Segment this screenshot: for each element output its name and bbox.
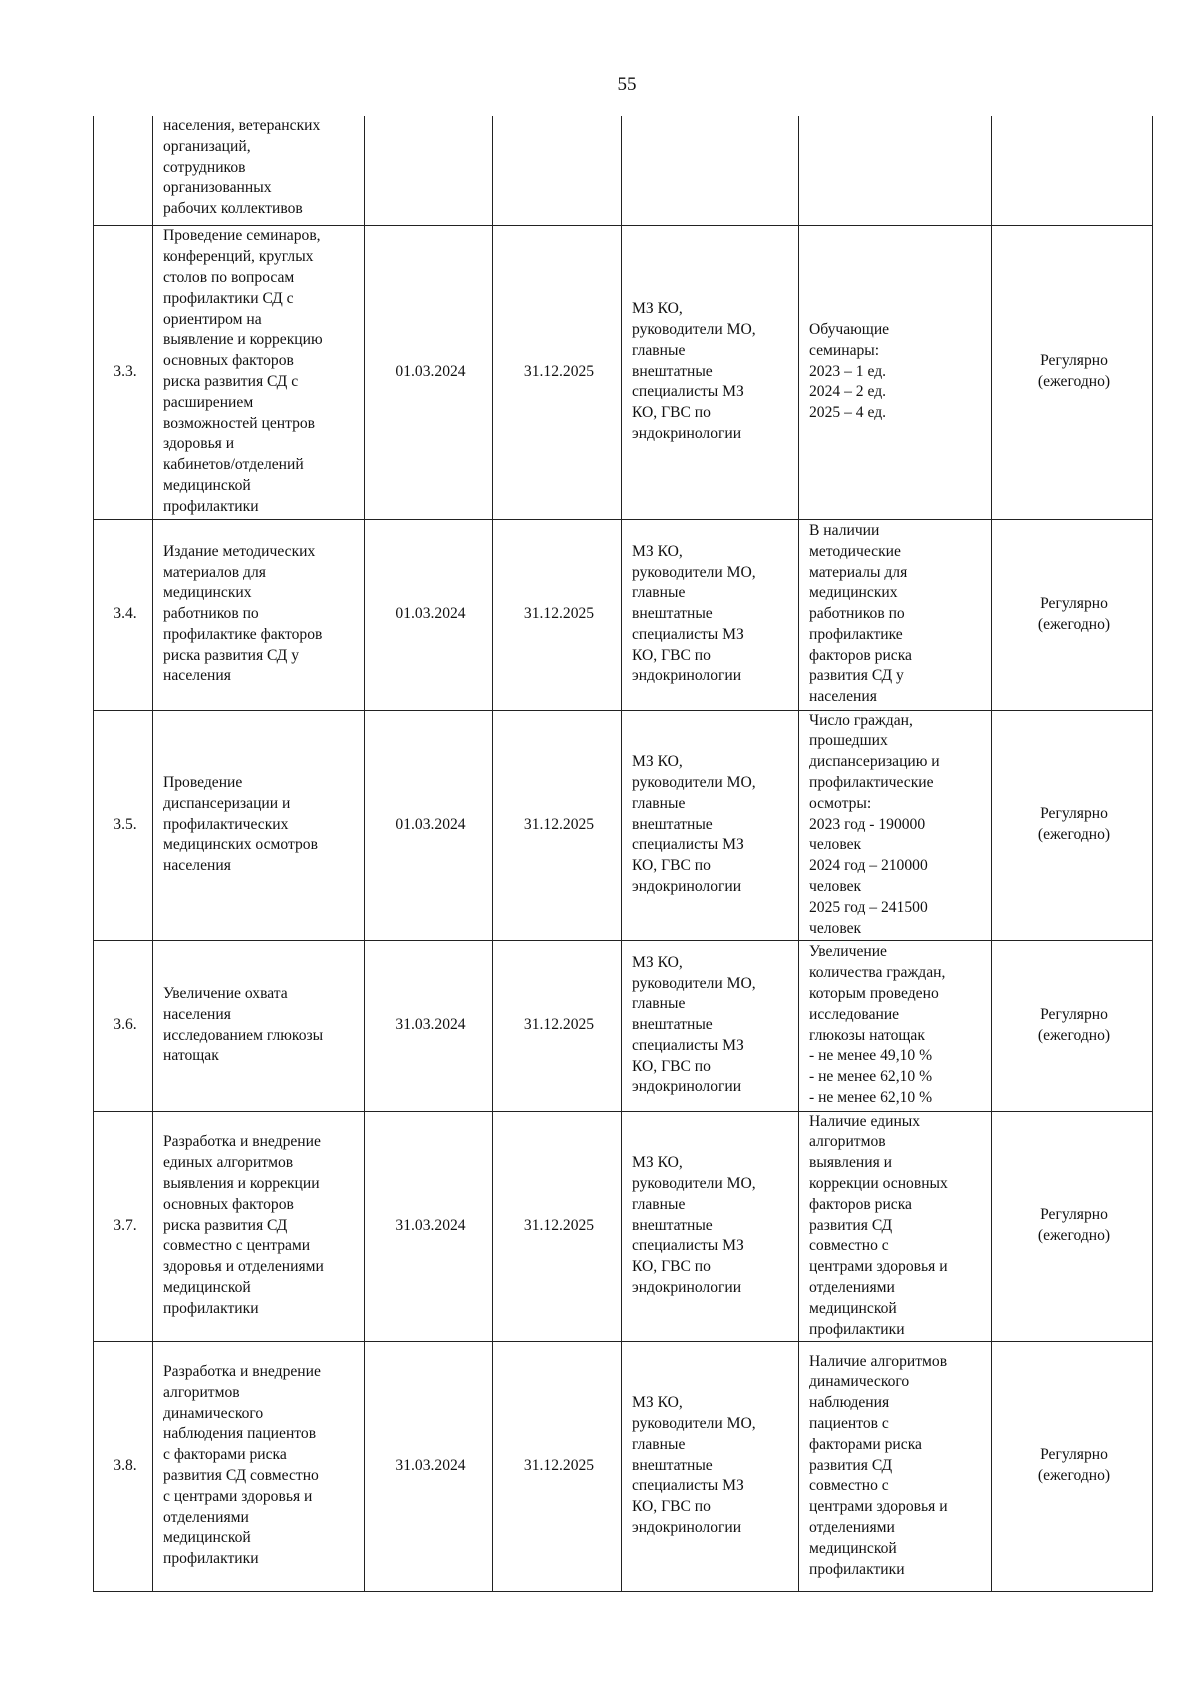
start-date: 31.03.2024 [365, 1341, 493, 1591]
end-date: 31.12.2025 [493, 1111, 622, 1341]
executors: МЗ КО, руководители МО, главные внештатные специалисты МЗ КО, ГВС по эндокринологии [622, 710, 799, 940]
expected-result: Наличие алгоритмов динамического наблюдения пациентов с факторами риска развития СД совместно с центрами здоровья и отделениями медицинской профилактики [799, 1341, 992, 1591]
table-row [94, 940, 1153, 1111]
expected-result: Наличие единых алгоритмов выявления и коррекции основных факторов риска развития СД совместно с центрами здоровья и отделениями медицинской профилактики [799, 1111, 992, 1341]
start-date: 31.03.2024 [365, 1111, 493, 1341]
measure-description: Разработка и внедрение алгоритмов динамического наблюдения пациентов с факторами риска развития СД совместно с центрами здоровья и отделениями медицинской профилактики [153, 1341, 365, 1591]
measure-description: Увеличение охвата населения исследованием глюкозы натощак [153, 940, 365, 1111]
periodicity: Регулярно (ежегодно) [992, 710, 1153, 940]
expected-result: В наличии методические материалы для медицинских работников по профилактике факторов риска развития СД у населения [799, 519, 992, 710]
periodicity: Регулярно (ежегодно) [992, 225, 1153, 519]
expected-result: Обучающие семинары: 2023 – 1 ед. 2024 – 2 ед. 2025 – 4 ед. [799, 225, 992, 519]
measure-description: Издание методических материалов для медицинских работников по профилактике факторов риска развития СД у населения [153, 519, 365, 710]
executors: МЗ КО, руководители МО, главные внештатные специалисты МЗ КО, ГВС по эндокринологии [622, 519, 799, 710]
measure-description: Проведение диспансеризации и профилактических медицинских осмотров населения [153, 710, 365, 940]
row-number: 3.6. [94, 940, 153, 1111]
executors: МЗ КО, руководители МО, главные внештатные специалисты МЗ КО, ГВС по эндокринологии [622, 1341, 799, 1591]
start-date: 01.03.2024 [365, 710, 493, 940]
start-date: 31.03.2024 [365, 940, 493, 1111]
table-row [94, 519, 1153, 710]
row-number: 3.5. [94, 710, 153, 940]
end-date [493, 116, 622, 225]
row-number: 3.4. [94, 519, 153, 710]
periodicity: Регулярно (ежегодно) [992, 940, 1153, 1111]
start-date [365, 116, 493, 225]
expected-result: Увеличение количества граждан, которым проведено исследование глюкозы натощак - не менее 49,10 % - не менее 62,10 % - не менее 62,10 % [799, 940, 992, 1111]
measure-description: населения, ветеранских организаций, сотрудников организованных рабочих коллективов [153, 116, 365, 225]
end-date: 31.12.2025 [493, 710, 622, 940]
measures-table [93, 116, 1153, 1592]
executors [622, 116, 799, 225]
start-date: 01.03.2024 [365, 225, 493, 519]
expected-result [799, 116, 992, 225]
start-date: 01.03.2024 [365, 519, 493, 710]
table-row [94, 225, 1153, 519]
executors: МЗ КО, руководители МО, главные внештатные специалисты МЗ КО, ГВС по эндокринологии [622, 1111, 799, 1341]
table-row [94, 1341, 1153, 1591]
table-row [94, 116, 1153, 225]
end-date: 31.12.2025 [493, 1341, 622, 1591]
expected-result: Число граждан, прошедших диспансеризацию и профилактические осмотры: 2023 год - 190000 человек 2024 год – 210000 человек 2025 год – 241500 человек [799, 710, 992, 940]
periodicity [992, 116, 1153, 225]
periodicity: Регулярно (ежегодно) [992, 519, 1153, 710]
row-number: 3.7. [94, 1111, 153, 1341]
periodicity: Регулярно (ежегодно) [992, 1341, 1153, 1591]
executors: МЗ КО, руководители МО, главные внештатные специалисты МЗ КО, ГВС по эндокринологии [622, 225, 799, 519]
row-number: 3.8. [94, 1341, 153, 1591]
page-number: 55 [617, 74, 637, 95]
table-row [94, 710, 1153, 940]
table-row [94, 1111, 1153, 1341]
row-number [94, 116, 153, 225]
end-date: 31.12.2025 [493, 225, 622, 519]
measure-description: Разработка и внедрение единых алгоритмов выявления и коррекции основных факторов риска развития СД совместно с центрами здоровья и отделениями медицинской профилактики [153, 1111, 365, 1341]
executors: МЗ КО, руководители МО, главные внештатные специалисты МЗ КО, ГВС по эндокринологии [622, 940, 799, 1111]
periodicity: Регулярно (ежегодно) [992, 1111, 1153, 1341]
measure-description: Проведение семинаров, конференций, круглых столов по вопросам профилактики СД с ориентиром на выявление и коррекцию основных факторов риска развития СД с расширением возможностей центров здоровья и кабинетов/отделений медицинской профилактики [153, 225, 365, 519]
end-date: 31.12.2025 [493, 940, 622, 1111]
end-date: 31.12.2025 [493, 519, 622, 710]
row-number: 3.3. [94, 225, 153, 519]
